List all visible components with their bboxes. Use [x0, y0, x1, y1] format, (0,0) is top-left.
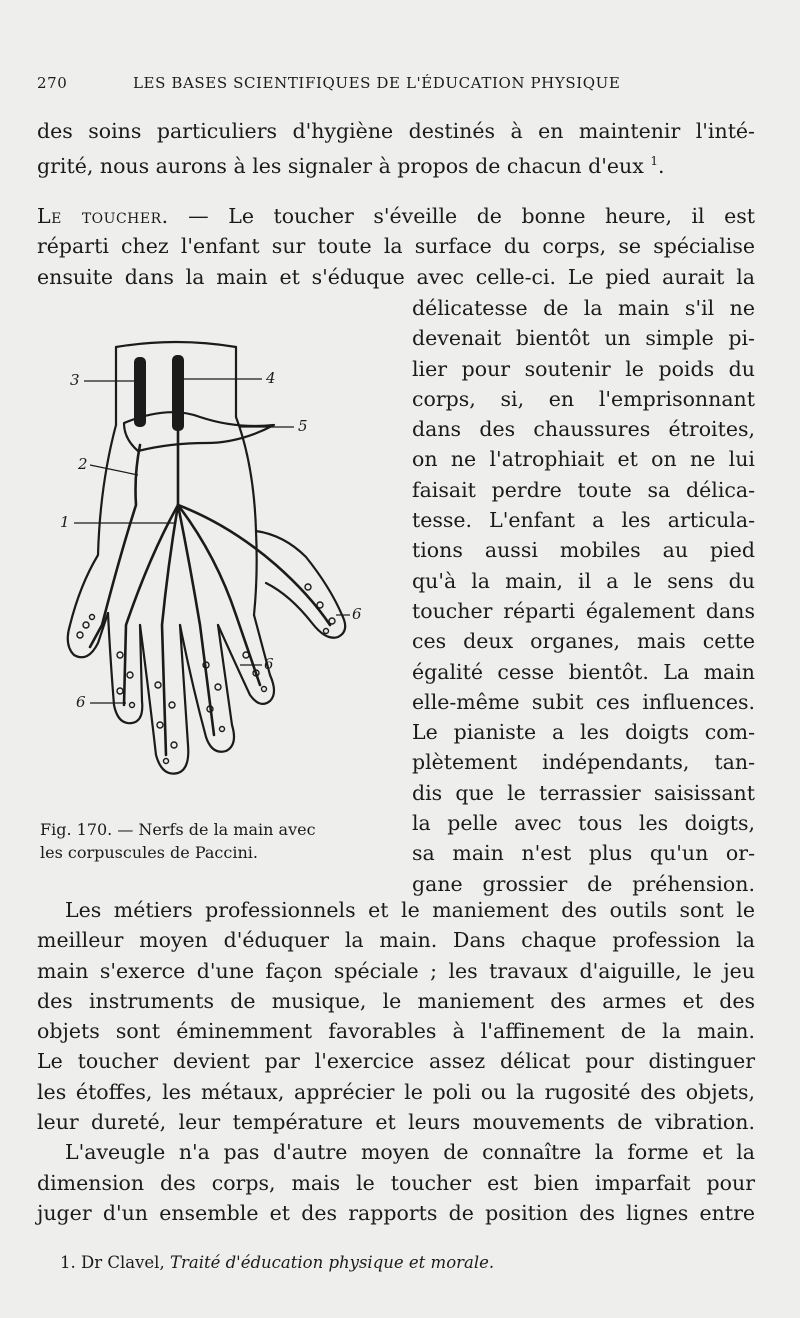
text-line: Le toucher devient par l'exercice assez délicat pour distinguer [37, 1049, 755, 1074]
text-line [37, 146, 755, 181]
figure-caption [40, 818, 390, 864]
text-line: leur dureté, leur température et leurs mouvements de vibration. [37, 1110, 755, 1135]
text-line: dans des chaussures étroites, [412, 417, 755, 442]
text-line: meilleur moyen d'éduquer la main. Dans chaque profession la [37, 928, 755, 953]
section-heading: Le toucher. [37, 204, 169, 228]
body-paragraphs [37, 895, 755, 1228]
text-fragment: — [168, 204, 229, 228]
figure-label-6-index: 6 [76, 693, 86, 711]
text-line: qu'à la main, il a le sens du [412, 568, 755, 593]
text-line: lier pour soutenir le poids du [412, 356, 755, 381]
tendon-left [134, 357, 146, 427]
ligament-band [124, 412, 274, 451]
text-line: juger d'un ensemble et des rapports de position des lignes entre [37, 1200, 755, 1225]
figure-label-2: 2 [78, 455, 88, 473]
text-line: main s'exerce d'une façon spéciale ; les travaux d'aiguille, le jeu [37, 958, 755, 983]
figure-label-4: 4 [266, 369, 276, 387]
nerve-branch-index [124, 505, 178, 705]
hand-drawing [40, 325, 390, 795]
text-line: L'aveugle n'a pas d'autre moyen de connaître la forme et la [65, 1140, 755, 1165]
text-line: les étoffes, les métaux, apprécier le poli ou la rugosité des objets, [37, 1079, 755, 1104]
side-column [412, 293, 755, 899]
figure-label-6-thumb: 6 [352, 605, 362, 623]
thumb-outline [254, 531, 345, 638]
text-line [37, 201, 755, 231]
figure-label-1: 1 [60, 513, 70, 531]
text-fragment: . [657, 154, 665, 179]
text-line: tions aussi mobiles au pied [412, 538, 755, 563]
text-line: objets sont éminemment favorables à l'affinement de la main. [37, 1019, 755, 1044]
running-title: LES BASES SCIENTIFIQUES DE L'ÉDUCATION PHYSIQUE [133, 74, 621, 92]
text-fragment: grité, nous aurons à les signaler à propos de chacun d'eux [37, 154, 644, 179]
text-line: on ne l'atrophiait et on ne lui [412, 447, 755, 472]
text-line: égalité cesse bientôt. La main [412, 659, 755, 684]
text-line: devenait bientôt un simple pi- [412, 326, 755, 351]
footnote [60, 1252, 760, 1274]
text-line: délicatesse de la main s'il ne [412, 296, 755, 320]
text-line: plètement indépendants, tan- [412, 750, 755, 775]
figure-label-6-little: 6 [264, 655, 274, 673]
figure-label-5: 5 [298, 417, 308, 435]
text-line: corps, si, en l'emprisonnant [412, 386, 755, 411]
text-line: gane grossier de préhension. [412, 871, 755, 896]
caption-line: les corpuscules de Paccini. [40, 843, 258, 862]
footnote-reference[interactable]: 1 [650, 154, 658, 169]
footnote-number: 1. [60, 1253, 76, 1272]
text-line: la pelle avec tous les doigts, [412, 811, 755, 836]
nerve-branch-middle [162, 505, 178, 755]
text-fragment: Le toucher s'éveille de bonne heure, il est [228, 204, 755, 228]
toucher-paragraph [37, 201, 755, 292]
text-line: des instruments de musique, le maniement des armes et des [37, 988, 755, 1013]
text-line: toucher réparti également dans [412, 598, 755, 623]
caption-line: Fig. 170. — Nerfs de la main avec [40, 820, 316, 839]
text-line: réparti chez l'enfant sur toute la surface du corps, se spécialise [37, 234, 755, 259]
text-line: des soins particuliers d'hygiène destinés à en maintenir l'inté- [37, 119, 755, 143]
hand-nerves-illustration [40, 325, 390, 795]
text-line: ces deux organes, mais cette [412, 629, 755, 654]
text-line: sa main n'est plus qu'un or- [412, 841, 755, 866]
page-number: 270 [37, 74, 68, 92]
text-line: dis que le terrassier saisissant [412, 780, 755, 805]
text-line: faisait perdre toute sa délica- [412, 477, 755, 502]
text-line: Les métiers professionnels et le maniement des outils sont le [65, 898, 755, 922]
text-line: tesse. L'enfant a les articula- [412, 508, 755, 533]
text-line: elle-même subit ces influences. [412, 689, 755, 714]
wrist-top-edge [116, 342, 236, 347]
intro-paragraph [37, 116, 755, 181]
text-line: Le pianiste a les doigts com- [412, 720, 755, 745]
tendon-right [172, 355, 184, 431]
footnote-title: Traité d'éducation physique et morale. [169, 1253, 495, 1272]
text-line: ensuite dans la main et s'éduque avec celle-ci. Le pied aurait la [37, 264, 755, 289]
footnote-author: Dr Clavel, [81, 1253, 165, 1272]
figure-label-3: 3 [70, 371, 80, 389]
text-line: dimension des corps, mais le toucher est bien imparfait pour [37, 1170, 755, 1195]
